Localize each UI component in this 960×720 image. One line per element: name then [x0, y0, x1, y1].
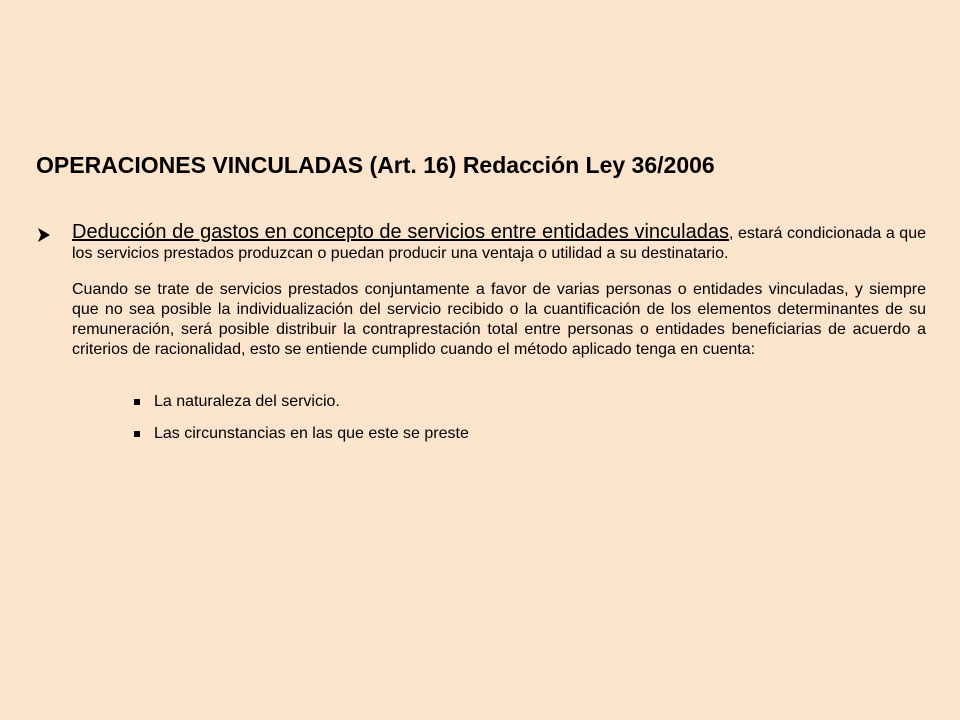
slide-content — [36, 222, 926, 456]
arrow-bullet-icon — [36, 227, 52, 243]
bullet-lead-underlined: Deducción de gastos en concepto de servicios entre entidades vinculadas — [72, 221, 729, 243]
bullet-lead-rest: , estará condicionada a que los servicios prestados produzcan o puedan producir una ventaja o utilidad a su destinatario. — [72, 225, 926, 262]
main-bullet — [36, 222, 926, 444]
sub-list-item — [132, 424, 926, 444]
square-bullet-icon — [134, 399, 140, 405]
sub-list-item-text: La naturaleza del servicio. — [154, 393, 340, 410]
square-bullet-icon — [134, 431, 140, 437]
sub-list — [72, 392, 926, 444]
sub-list-item-text: Las circunstancias en las que este se preste — [154, 425, 469, 442]
bullet-lead — [72, 222, 926, 264]
bullet-paragraph: Cuando se trate de servicios prestados conjuntamente a favor de varias personas o entidades vinculadas, y siempre que no sea posible la individualización del servicio recibido o la cuantificación de los elementos determinantes de su remuneración, será posible distribuir la contraprestación total entre personas o entidades beneficiarias de acuerdo a criterios de racionalidad, esto se entiende cumplido cuando el método aplicado tenga en cuenta: — [72, 281, 926, 358]
sub-list-item — [132, 392, 926, 412]
slide-title: OPERACIONES VINCULADAS (Art. 16) Redacción Ley 36/2006 — [36, 152, 715, 178]
